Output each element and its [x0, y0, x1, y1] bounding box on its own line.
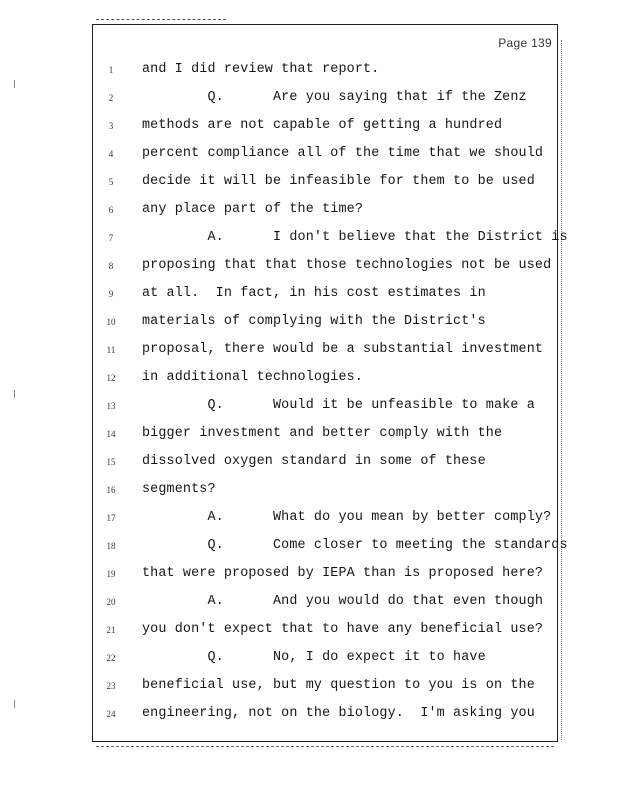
line-text: Q. Come closer to meeting the standards [142, 538, 568, 553]
page-number: Page 139 [498, 36, 552, 50]
line-number: 23 [106, 681, 116, 691]
line-text: at all. In fact, in his cost estimates in [142, 286, 486, 301]
scan-noise-top [96, 19, 226, 22]
transcript-line [0, 706, 618, 734]
line-number: 5 [108, 177, 114, 187]
line-text: engineering, not on the biology. I'm asking you [142, 706, 535, 721]
line-number: 22 [106, 653, 116, 663]
line-number: 10 [106, 317, 116, 327]
line-text: materials of complying with the District's [142, 314, 486, 329]
line-number: 3 [108, 121, 114, 131]
line-text: you don't expect that to have any beneficial use? [142, 622, 544, 637]
transcript-line [0, 230, 618, 258]
line-number: 15 [106, 457, 116, 467]
transcript-line [0, 146, 618, 174]
line-text: and I did review that report. [142, 62, 380, 77]
line-text: bigger investment and better comply with the [142, 426, 503, 441]
transcript-line [0, 202, 618, 230]
line-number: 16 [106, 485, 116, 495]
line-number: 12 [106, 373, 116, 383]
line-text: A. What do you mean by better comply? [142, 510, 552, 525]
line-text: Q. No, I do expect it to have [142, 650, 486, 665]
line-number: 4 [108, 149, 114, 159]
transcript-line [0, 398, 618, 426]
transcript-line [0, 510, 618, 538]
line-number: 21 [106, 625, 116, 635]
line-number: 17 [106, 513, 116, 523]
line-text: decide it will be infeasible for them to be used [142, 174, 535, 189]
line-text: beneficial use, but my question to you is on the [142, 678, 535, 693]
transcript-line [0, 594, 618, 622]
scan-noise-bottom [96, 746, 554, 749]
transcript-line [0, 174, 618, 202]
line-number: 2 [108, 93, 114, 103]
line-number: 1 [108, 65, 114, 75]
line-text: proposal, there would be a substantial investment [142, 342, 544, 357]
line-number: 7 [108, 233, 114, 243]
line-number: 6 [108, 205, 114, 215]
line-text: proposing that that those technologies not be used [142, 258, 552, 273]
line-text: Q. Would it be unfeasible to make a [142, 398, 535, 413]
transcript-line [0, 622, 618, 650]
line-text: Q. Are you saying that if the Zenz [142, 90, 527, 105]
transcript-line [0, 678, 618, 706]
line-text: in additional technologies. [142, 370, 364, 385]
transcript-line [0, 286, 618, 314]
line-number: 20 [106, 597, 116, 607]
line-text: percent compliance all of the time that we should [142, 146, 544, 161]
line-number: 24 [106, 709, 116, 719]
line-number: 8 [108, 261, 114, 271]
line-text: methods are not capable of getting a hundred [142, 118, 503, 133]
line-text: A. And you would do that even though [142, 594, 544, 609]
transcript-line [0, 370, 618, 398]
transcript-line [0, 62, 618, 90]
transcript-line [0, 118, 618, 146]
line-text: A. I don't believe that the District is [142, 230, 568, 245]
line-number: 19 [106, 569, 116, 579]
transcript-line [0, 454, 618, 482]
transcript-line [0, 426, 618, 454]
transcript-line [0, 90, 618, 118]
line-number: 9 [108, 289, 114, 299]
line-text: any place part of the time? [142, 202, 364, 217]
transcript-line [0, 650, 618, 678]
line-number: 18 [106, 541, 116, 551]
line-number: 13 [106, 401, 116, 411]
line-text: segments? [142, 482, 216, 497]
line-number: 14 [106, 429, 116, 439]
transcript-line [0, 482, 618, 510]
line-text: dissolved oxygen standard in some of these [142, 454, 486, 469]
transcript-line [0, 314, 618, 342]
transcript-line [0, 342, 618, 370]
transcript-line [0, 538, 618, 566]
line-number: 11 [106, 345, 116, 355]
line-text: that were proposed by IEPA than is proposed here? [142, 566, 544, 581]
transcript-line [0, 566, 618, 594]
transcript-line [0, 258, 618, 286]
